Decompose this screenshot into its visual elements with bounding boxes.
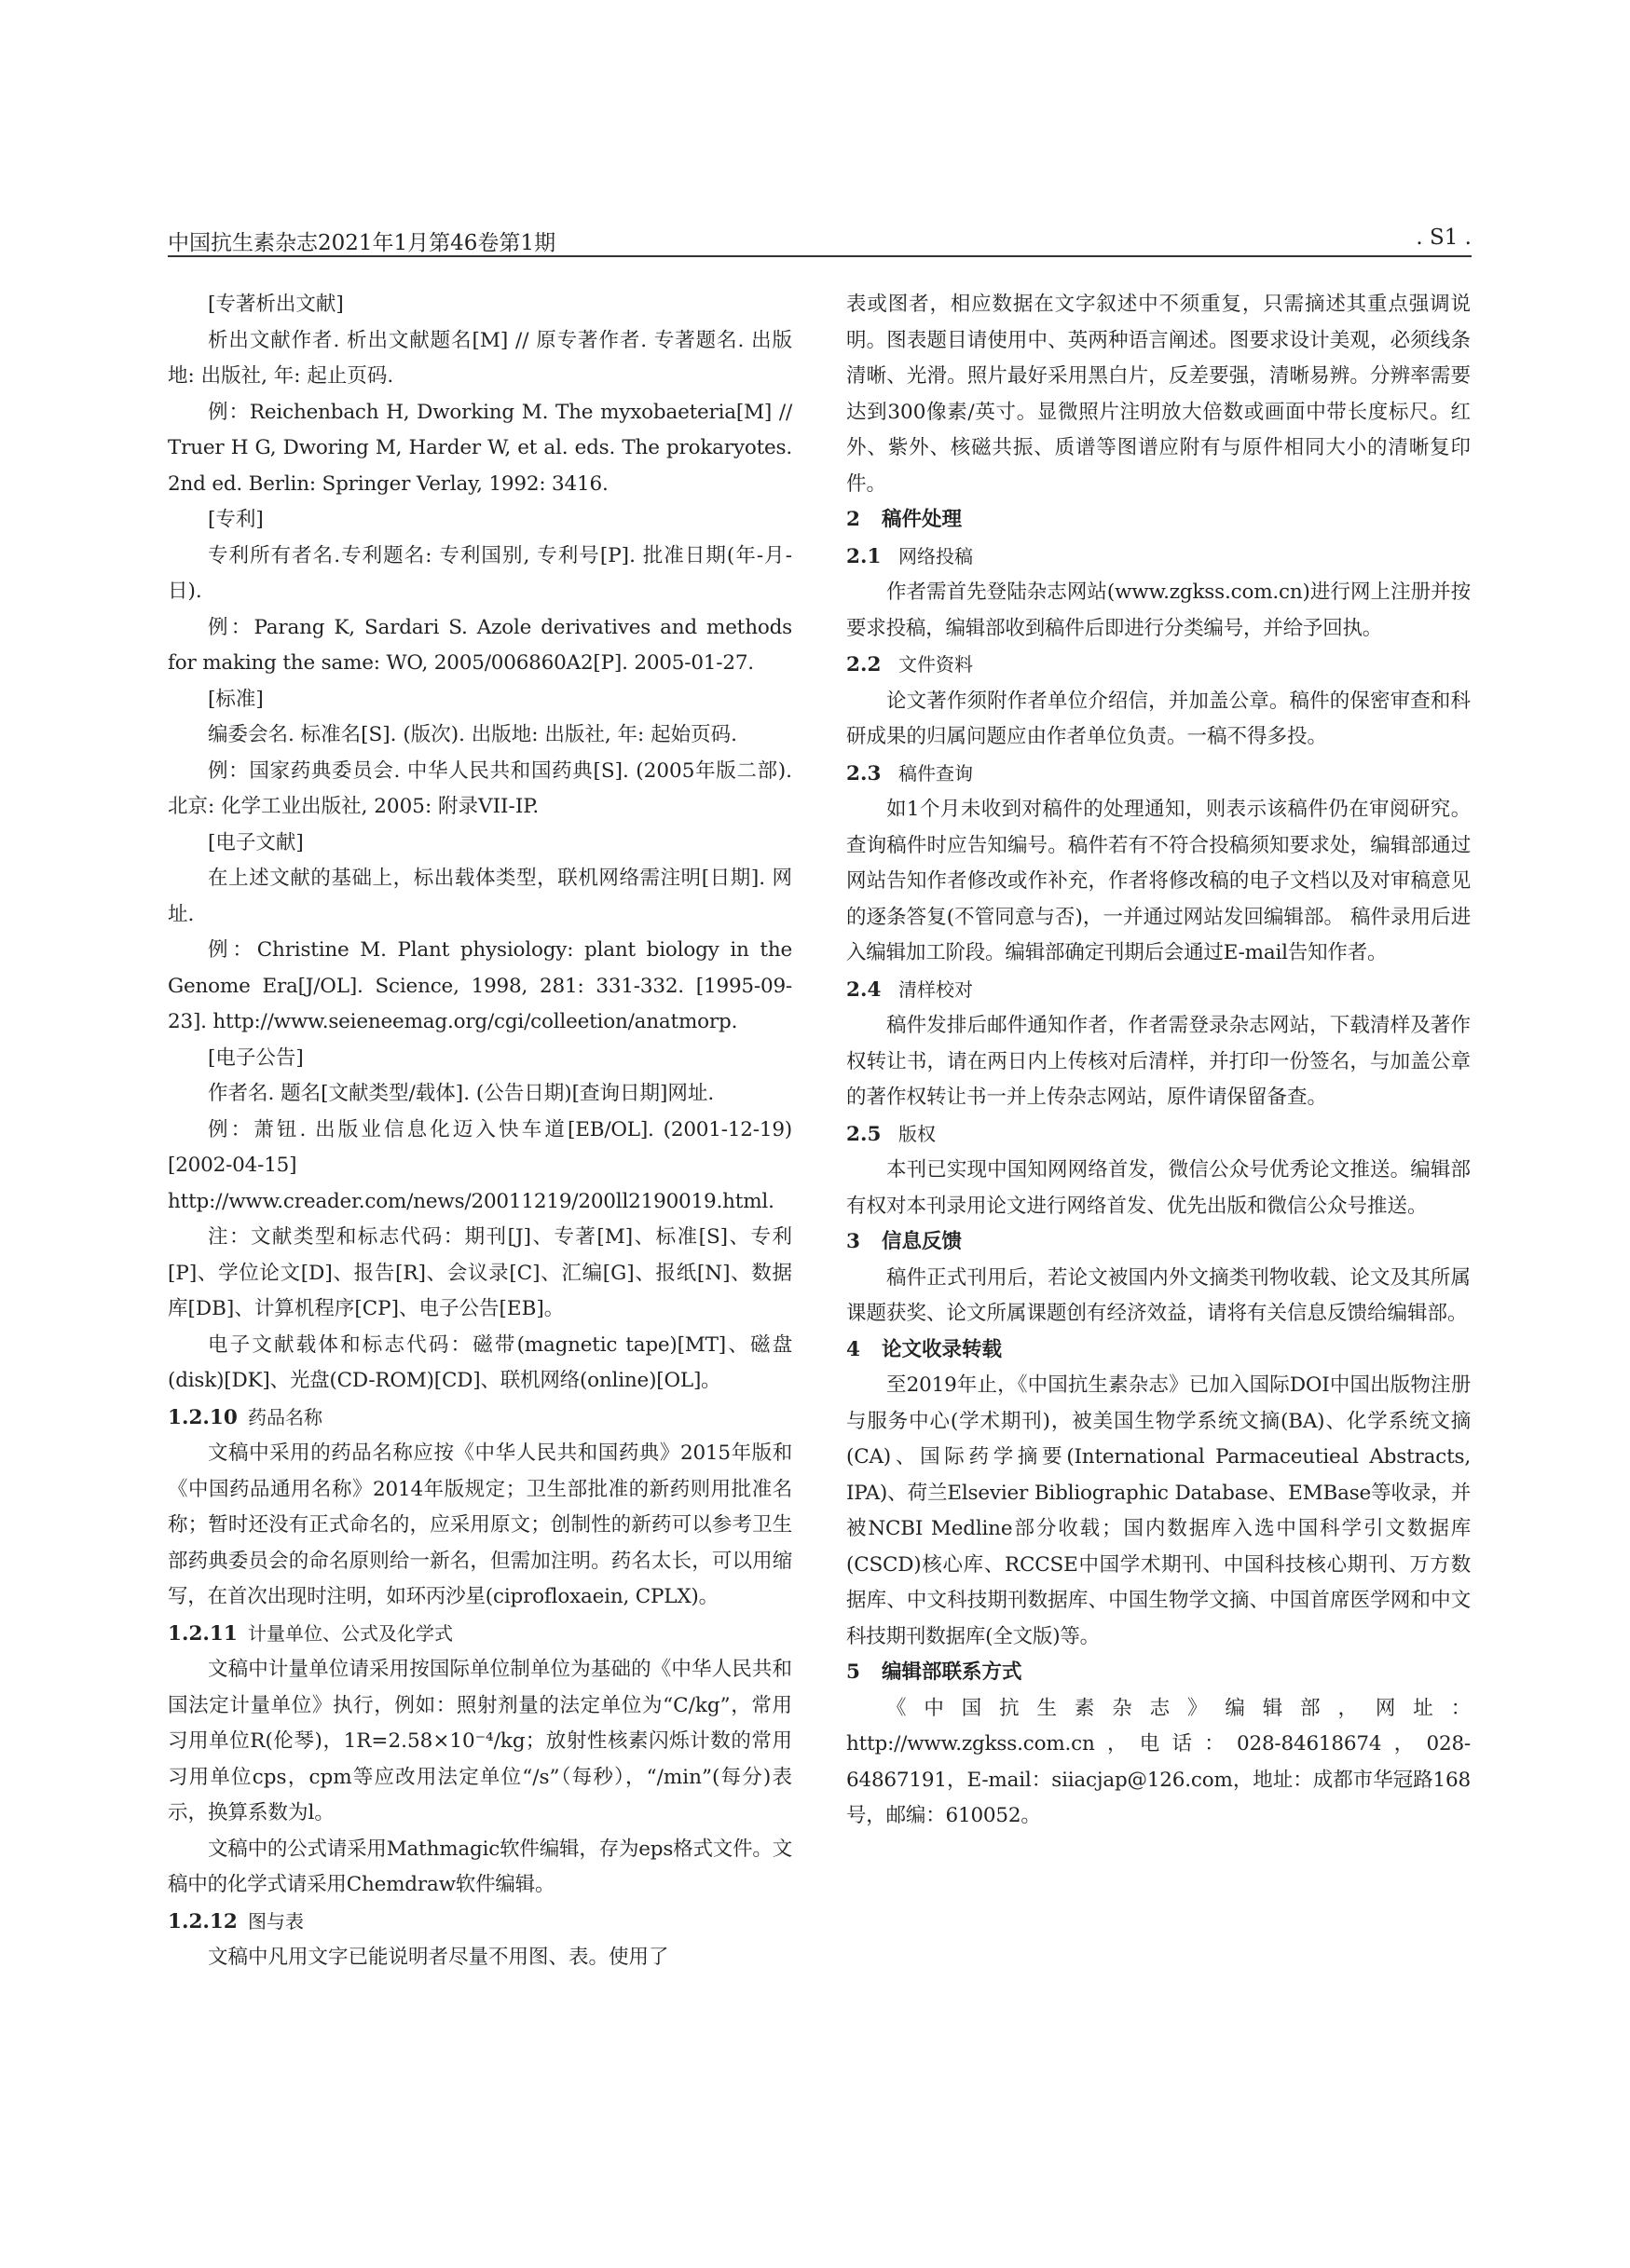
- section-title: 论文收录转载: [882, 1337, 1003, 1361]
- subsection-heading: [846, 539, 1471, 576]
- subsection-title: 计量单位、公式及化学式: [248, 1621, 453, 1645]
- paragraph: 至2019年止，《中国抗生素杂志》已加入国际DOI中国出版物注册与服务中心(学术期刊)，被美国生物学系统文摘(BA)、化学系统文摘(CA)、国际药学摘要(International Parmaceutieal Abstracts, IPA)、荷兰Elsevier Bibliographic Database、EMBase等收录，并被NCBI Medline部分收载；国内数据库入选中国科学引文数据库(CSCD)核心库、RCCSE中国学术期刊、中国科技核心期刊、万方数据库、中文科技期刊数据库、中国生物学文摘、中国首席医学网和中文科技期刊数据库(全文版)等。: [846, 1373, 1471, 1648]
- section-heading: [846, 1655, 1471, 1691]
- subsection-number: 2.4: [846, 977, 882, 1002]
- paragraph: 析出文献作者. 析出文献题名[M] // 原专著作者. 专著题名. 出版地: 出版社, 年: 起止页码.: [168, 328, 792, 388]
- subsection-title: 网络投稿: [898, 544, 973, 567]
- paragraph: 论文著作须附作者单位介绍信，并加盖公章。稿件的保密审查和科研成果的归属问题应由作者单位负责。一稿不得多投。: [846, 689, 1471, 748]
- subsection-heading: [168, 1904, 792, 1941]
- paragraph: 例：Reichenbach H, Dworking M. The myxobaeteria[M] // Truer H G, Dworing M, Harder W, et al. eds. The prokaryotes. 2nd ed. Berlin: Springer Verlay, 1992: 3416.: [168, 400, 792, 496]
- section-heading: [846, 502, 1471, 539]
- paragraph: 《中国抗生素杂志》编辑部，网址：http://www.zgkss.com.cn，电话：028-84618674，028-64867191，E-mail：siiacjap@126.com，地址：成都市华冠路168号，邮编：610052。: [846, 1696, 1471, 1827]
- paragraph: 作者名. 题名[文献类型/载体]. (公告日期)[查询日期]网址.: [208, 1082, 715, 1105]
- paragraph: 例：萧钮. 出版业信息化迈入快车道[EB/OL]. (2001-12-19) [2002-04-15] http://www.creader.com/news/20011219/200ll2190019.html.: [168, 1117, 792, 1213]
- subsection-heading: [846, 972, 1471, 1009]
- subsection-number: 2.2: [846, 653, 882, 676]
- subsection-heading: [168, 1616, 792, 1653]
- section-number: 5: [846, 1660, 860, 1684]
- section-title: 稿件处理: [882, 508, 963, 531]
- subsection-title: 稿件查询: [898, 761, 973, 785]
- subsection-heading: [846, 647, 1471, 684]
- subsection-title: 文件资料: [898, 653, 973, 676]
- paragraph: 例：国家药典委员会. 中华人民共和国药典[S]. (2005年版二部). 北京: 化学工业出版社, 2005: 附录VII-IP.: [168, 758, 792, 818]
- paragraph: 稿件正式刊用后，若论文被国内外文摘类刊物收载、论文及其所属课题获奖、论文所属课题创有经济效益，请将有关信息反馈给编辑部。: [846, 1265, 1471, 1325]
- reference-type-label: [专利]: [208, 508, 264, 531]
- paragraph: 作者需首先登陆杂志网站(www.zgkss.com.cn)进行网上注册并按要求投稿，编辑部收到稿件后即进行分类编号，并给予回执。: [846, 581, 1471, 640]
- left-column: [168, 287, 792, 1976]
- paragraph: 编委会名. 标准名[S]. (版次). 出版地: 出版社, 年: 起始页码.: [208, 723, 737, 746]
- reference-type-label: [电子文献]: [208, 830, 304, 854]
- reference-type-label: [标准]: [208, 687, 264, 711]
- section-heading: [846, 1224, 1471, 1261]
- running-header: [168, 224, 1472, 257]
- subsection-title: 图与表: [248, 1909, 304, 1933]
- subsection-number: 1.2.11: [168, 1621, 238, 1646]
- section-title: 信息反馈: [882, 1230, 963, 1253]
- subsection-heading: [168, 1400, 792, 1437]
- section-title: 编辑部联系方式: [882, 1660, 1022, 1684]
- paragraph: 文稿中的公式请采用Mathmagic软件编辑，存为eps格式文件。文稿中的化学式请采用Chemdraw软件编辑。: [168, 1837, 792, 1896]
- subsection-number: 1.2.12: [168, 1909, 238, 1933]
- reference-type-label: [专著析出文献]: [208, 293, 344, 316]
- paragraph: 专利所有者名.专利题名: 专利国别, 专利号[P]. 批准日期(年-月-日).: [168, 543, 792, 603]
- subsection-heading: [846, 756, 1471, 793]
- paragraph: 例：Parang K, Sardari S. Azole derivatives and methods for making the same: WO, 2005/006860A2[P]. 2005-01-27.: [168, 615, 792, 675]
- paragraph: 在上述文献的基础上，标出载体类型，联机网络需注明[日期]. 网址.: [168, 867, 792, 926]
- section-heading: [846, 1332, 1471, 1369]
- paragraph: 稿件发排后邮件通知作者，作者需登录杂志网站，下载清样及著作权转让书，请在两日内上传核对后清样，并打印一份签名，与加盖公章的著作权转让书一并上传杂志网站，原件请保留备查。: [846, 1014, 1471, 1109]
- paragraph: 注：文献类型和标志代码：期刊[J]、专著[M]、标准[S]、专利[P]、学位论文[D]、报告[R]、会议录[C]、汇编[G]、报纸[N]、数据库[DB]、计算机程序[CP]、电子公告[EB]。: [168, 1225, 792, 1320]
- subsection-title: 版权: [898, 1122, 936, 1145]
- subsection-number: 1.2.10: [168, 1405, 238, 1429]
- paragraph: 文稿中计量单位请采用按国际单位制单位为基础的《中华人民共和国法定计量单位》执行，例如：照射剂量的法定单位为“C/kg”，常用习用单位R(伦琴)，1R=2.58×10⁻⁴/kg；放射性核素闪烁计数的常用习用单位cps，cpm等应改用法定单位“/s”（每秒），“/min”(每分)表示，换算系数为l。: [168, 1658, 792, 1824]
- subsection-number: 2.1: [846, 544, 882, 568]
- subsection-title: 药品名称: [248, 1405, 322, 1428]
- paragraph: 电子文献载体和标志代码：磁带(magnetic tape)[MT]、磁盘(disk)[DK]、光盘(CD-ROM)[CD]、联机网络(online)[OL]。: [168, 1332, 792, 1392]
- paragraph: 文稿中采用的药品名称应按《中华人民共和国药典》2015年版和《中国药品通用名称》2014年版规定；卫生部批准的新药则用批准名称；暂时还没有正式命名的，应采用原文；创制性的新药可以参考卫生部药典委员会的命名原则给一新名，但需加注明。药名太长，可以用缩写，在首次出现时注明，如环丙沙星(ciprofloxaein, CPLX)。: [168, 1441, 792, 1608]
- section-number: 4: [846, 1337, 860, 1361]
- subsection-heading: [846, 1116, 1471, 1154]
- paragraph: 文稿中凡用文字已能说明者尽量不用图、表。使用了: [208, 1946, 669, 1969]
- section-number: 3: [846, 1230, 860, 1253]
- paragraph: 表或图者，相应数据在文字叙述中不须重复，只需摘述其重点强调说明。图表题目请使用中、英两种语言阐述。图要求设计美观，必须线条清晰、光滑。照片最好采用黑白片，反差要强，清晰易辨。分辨率需要达到300像素/英寸。显微照片注明放大倍数或画面中带长度标尺。红外、紫外、核磁共振、质谱等图谱应附有与原件相同大小的清晰复印件。: [846, 293, 1471, 496]
- subsection-number: 2.3: [846, 761, 882, 786]
- reference-type-label: [电子公告]: [208, 1045, 304, 1070]
- page-number: . S1 .: [1416, 225, 1472, 250]
- subsection-title: 清样校对: [898, 977, 973, 1001]
- subsection-number: 2.5: [846, 1122, 882, 1146]
- paragraph: 如1个月未收到对稿件的处理通知，则表示该稿件仍在审阅研究。查询稿件时应告知编号。稿件若有不符合投稿须知要求处，编辑部通过网站告知作者修改或作补充，作者将修改稿的电子文档以及对审稿意见的逐条答复(不管同意与否)，一并通过网站发回编辑部。 稿件录用后进入编辑加工阶段。编辑部确定刊期后会通过E-mail告知作者。: [846, 798, 1471, 964]
- paragraph: 本刊已实现中国知网网络首发，微信公众号优秀论文推送。编辑部有权对本刊录用论文进行网络首发、优先出版和微信公众号推送。: [846, 1158, 1471, 1218]
- journal-issue: 中国抗生素杂志2021年1月第46卷第1期: [168, 231, 556, 255]
- right-column: [846, 287, 1471, 1835]
- paragraph: 例：Christine M. Plant physiology: plant biology in the Genome Era[J/OL]. Science, 1998, 281: 331-332. [1995-09-23]. http://www.seieneemag.org/cgi/colleetion/anatmorp.: [168, 938, 792, 1033]
- section-number: 2: [846, 508, 860, 531]
